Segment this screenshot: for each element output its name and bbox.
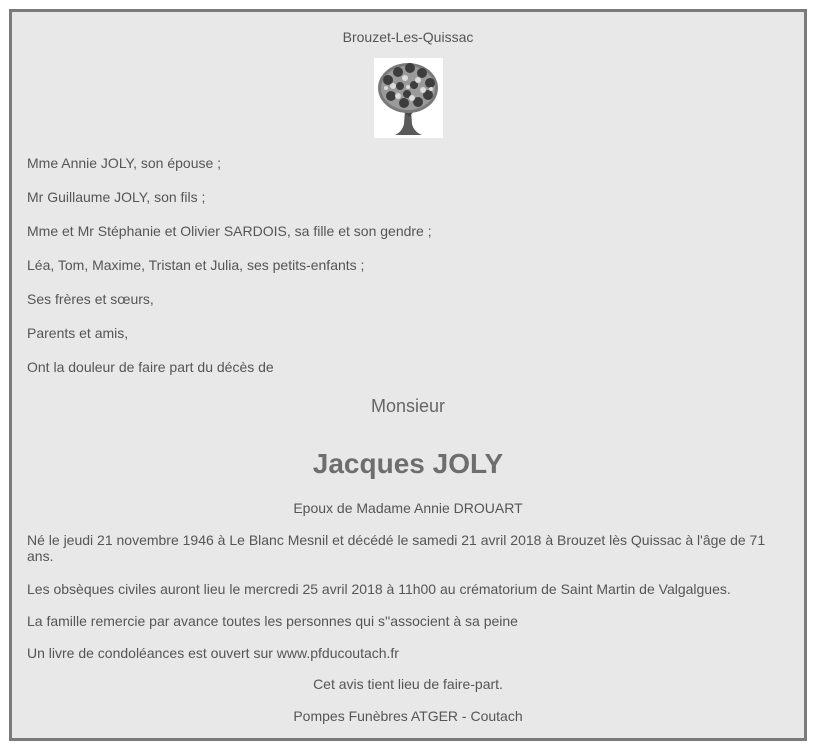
deceased-title: Monsieur (370, 396, 446, 416)
condolences-line: Un livre de condoléances est ouvert sur www.pfducoutach.fr (27, 645, 399, 661)
family-line-spouse: Mme Annie JOLY, son épouse ; (27, 155, 222, 171)
funeral-info: Les obsèques civiles auront lieu le mercredi 25 avril 2018 à 11h00 au crématorium de Saint Martin de Valgalgues. (27, 581, 731, 597)
announcement-line: Ont la douleur de faire part du décès de (27, 359, 274, 375)
deceased-name: Jacques JOLY (312, 448, 504, 479)
birth-death-info: Né le jeudi 21 novembre 1946 à Le Blanc Mesnil et décédé le samedi 21 avril 2018 à Brouzet lès Quissac à l'âge de 71 ans. (27, 532, 766, 564)
location: Brouzet-Les-Quissac (342, 29, 474, 45)
spouse-line: Epoux de Madame Annie DROUART (293, 500, 523, 516)
tree-icon (374, 58, 443, 138)
thanks-line: La famille remercie par avance toutes les personnes qui s''associent à sa peine (27, 613, 518, 629)
obituary-notice (9, 9, 807, 741)
family-line-grandchildren: Léa, Tom, Maxime, Tristan et Julia, ses petits-enfants ; (27, 257, 365, 273)
family-line-siblings: Ses frères et sœurs, (27, 291, 154, 307)
family-line-relatives: Parents et amis, (27, 325, 129, 341)
funeral-home: Pompes Funèbres ATGER - Coutach (293, 708, 523, 724)
notice-note: Cet avis tient lieu de faire-part. (313, 676, 503, 692)
family-line-daughter: Mme et Mr Stéphanie et Olivier SARDOIS, sa fille et son gendre ; (27, 223, 432, 239)
family-line-son: Mr Guillaume JOLY, son fils ; (27, 189, 206, 205)
